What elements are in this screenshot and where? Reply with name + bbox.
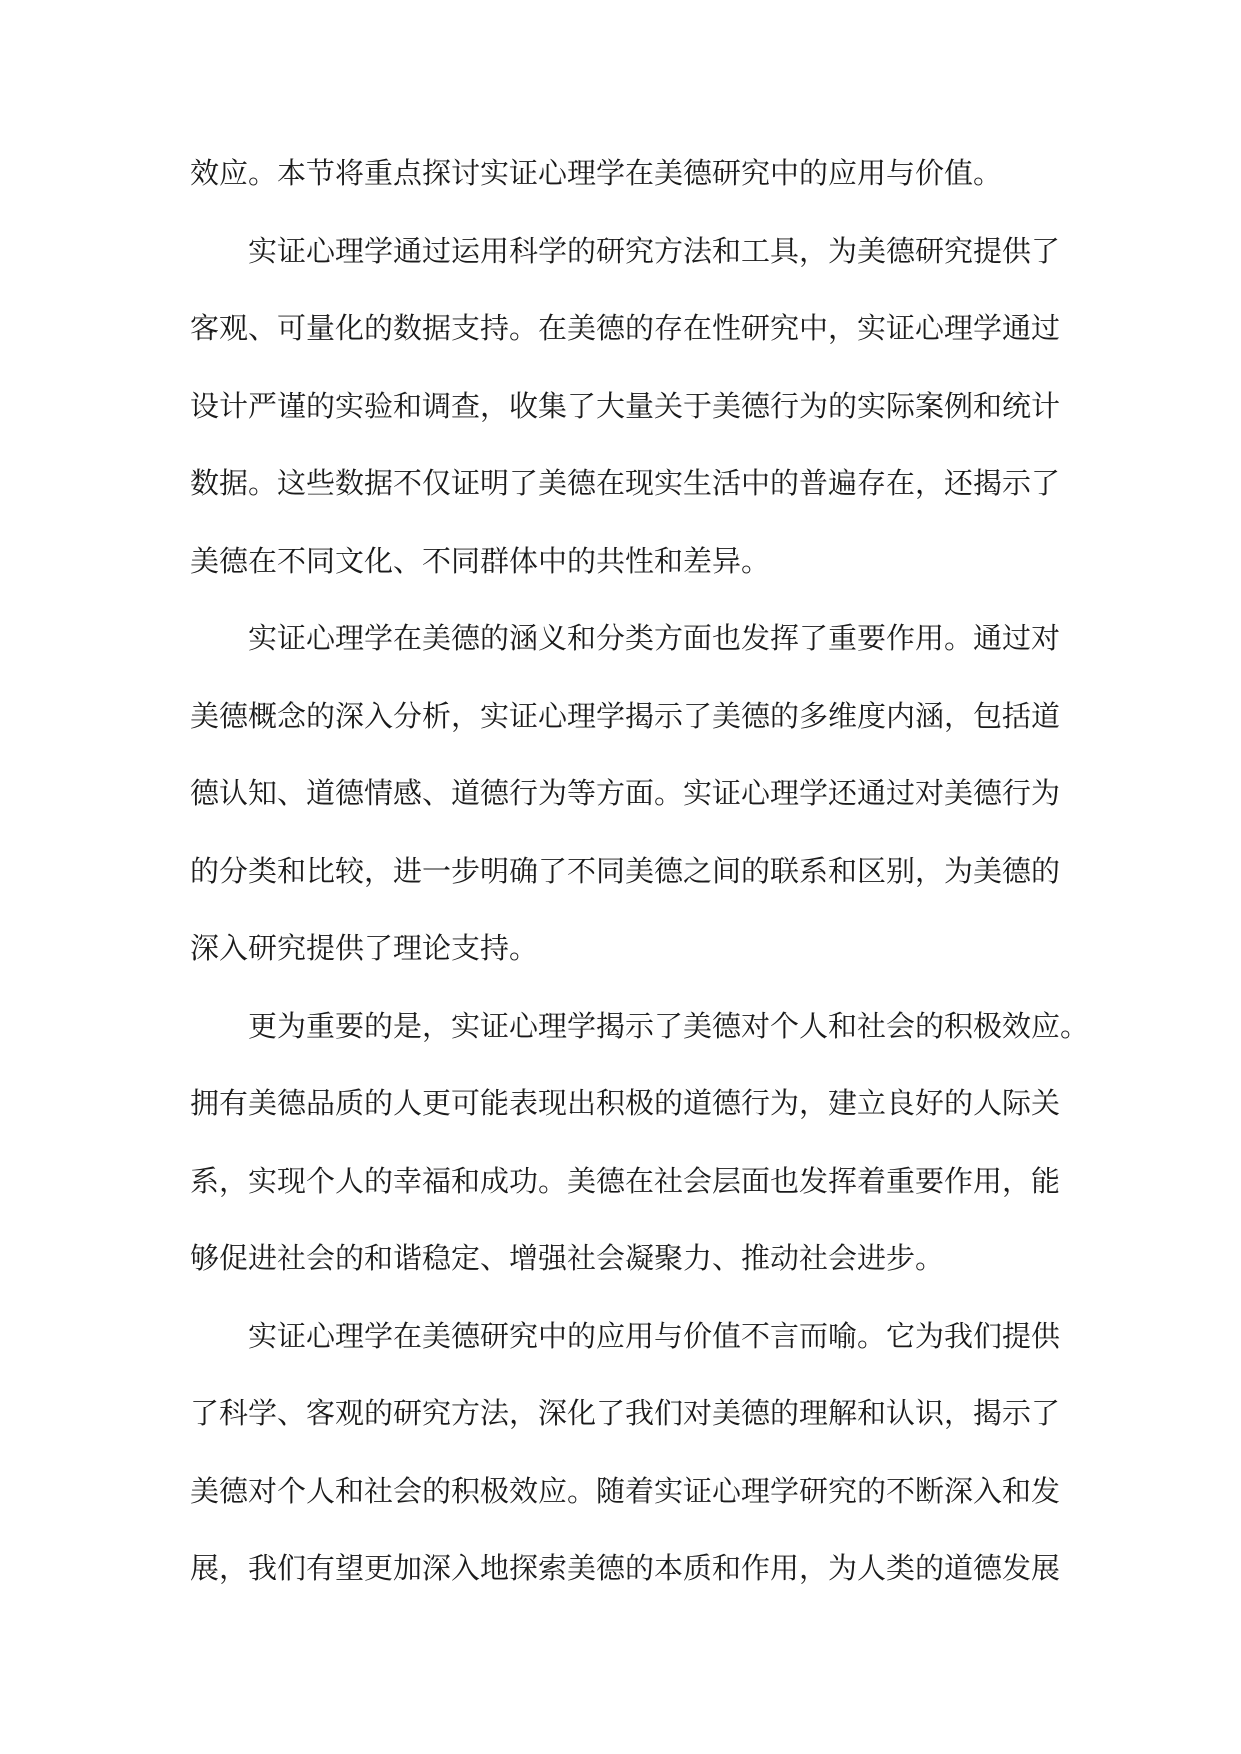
text-line: 实证心理学在美德的涵义和分类方面也发挥了重要作用。通过对 xyxy=(248,621,1061,655)
text-line: 数据。这些数据不仅证明了美德在现实生活中的普遍存在，还揭示了 xyxy=(190,466,1061,500)
text-line: 美德在不同文化、不同群体中的共性和差异。 xyxy=(190,543,771,578)
text-line: 客观、可量化的数据支持。在美德的存在性研究中，实证心理学通过 xyxy=(190,311,1061,345)
text-line: 实证心理学在美德研究中的应用与价值不言而喻。它为我们提供 xyxy=(248,1318,1061,1353)
text-line: 实证心理学通过运用科学的研究方法和工具，为美德研究提供了 xyxy=(248,233,1061,268)
text-line: 效应。本节将重点探讨实证心理学在美德研究中的应用与价值。 xyxy=(190,156,1003,190)
text-line: 设计严谨的实验和调查，收集了大量关于美德行为的实际案例和统计 xyxy=(190,388,1061,423)
text-line: 了科学、客观的研究方法，深化了我们对美德的理解和认识，揭示了 xyxy=(190,1396,1061,1430)
text-line: 拥有美德品质的人更可能表现出积极的道德行为，建立良好的人际关 xyxy=(190,1086,1061,1120)
text-line: 美德概念的深入分析，实证心理学揭示了美德的多维度内涵，包括道 xyxy=(190,698,1061,733)
text-line: 深入研究提供了理论支持。 xyxy=(190,931,539,965)
text-line: 展，我们有望更加深入地探索美德的本质和作用，为人类的道德发展 xyxy=(190,1551,1061,1585)
text-line: 更为重要的是，实证心理学揭示了美德对个人和社会的积极效应。 xyxy=(248,1008,1090,1043)
text-line: 德认知、道德情感、道德行为等方面。实证心理学还通过对美德行为 xyxy=(190,776,1061,810)
text-line: 美德对个人和社会的积极效应。随着实证心理学研究的不断深入和发 xyxy=(190,1473,1061,1508)
text-line: 够促进社会的和谐稳定、增强社会凝聚力、推动社会进步。 xyxy=(190,1241,945,1275)
body-text xyxy=(190,135,1090,1608)
text-line: 的分类和比较，进一步明确了不同美德之间的联系和区别，为美德的 xyxy=(190,853,1061,888)
text-line: 系，实现个人的幸福和成功。美德在社会层面也发挥着重要作用，能 xyxy=(190,1163,1061,1198)
